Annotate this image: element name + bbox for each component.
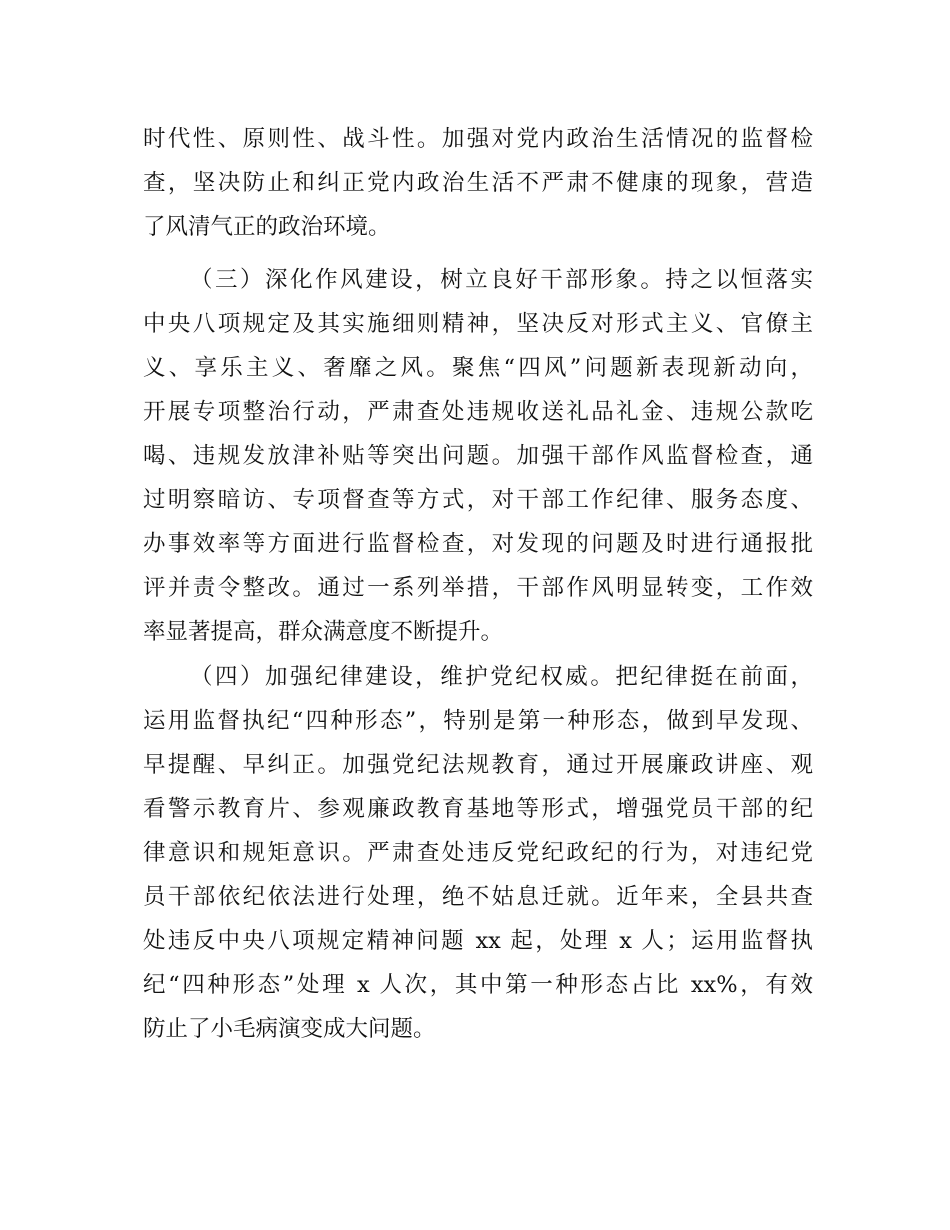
text-line: 评并责令整改。通过一系列举措，干部作风明显转变，工作效: [143, 575, 813, 601]
text-line: 看警示教育片、参观廉政教育基地等形式，增强党员干部的纪: [143, 796, 813, 822]
text-line: 过明察暗访、专项督查等方式，对干部工作纪律、服务态度、: [143, 487, 813, 513]
text-line: 了风清气正的政治环境。: [143, 214, 391, 240]
text-line: 中央八项规定及其实施细则精神，坚决反对形式主义、官僚主: [143, 311, 813, 337]
text-line: 纪“四种形态”处理 x 人次，其中第一种形态占比 xx%，有效: [143, 972, 813, 998]
text-line: 喝、违规发放津补贴等突出问题。加强干部作风监督检查，通: [143, 443, 813, 469]
text-line: 防止了小毛病演变成大问题。: [143, 1016, 436, 1042]
text-line: 开展专项整治行动，严肃查处违规收送礼品礼金、违规公款吃: [143, 399, 813, 425]
text-line: 查，坚决防止和纠正党内政治生活不严肃不健康的现象，营造: [143, 170, 813, 196]
text-line: 率显著提高，群众满意度不断提升。: [143, 619, 504, 645]
text-line: 运用监督执纪“四种形态”，特别是第一种形态，做到早发现、: [143, 708, 813, 734]
text-line: 时代性、原则性、战斗性。加强对党内政治生活情况的监督检: [143, 126, 813, 152]
text-line: 早提醒、早纠正。加强党纪法规教育，通过开展廉政讲座、观: [143, 752, 813, 778]
text-line: （四）加强纪律建设，维护党纪权威。把纪律挺在前面，: [190, 664, 813, 690]
text-line: 办事效率等方面进行监督检查，对发现的问题及时进行通报批: [143, 531, 813, 557]
text-line: 义、享乐主义、奢靡之风。聚焦“四风”问题新表现新动向，: [143, 355, 813, 381]
text-line: （三）深化作风建设，树立良好干部形象。持之以恒落实: [190, 267, 813, 293]
text-line: 律意识和规矩意识。严肃查处违反党纪政纪的行为，对违纪党: [143, 840, 813, 866]
text-line: 处违反中央八项规定精神问题 xx 起，处理 x 人；运用监督执: [143, 928, 813, 954]
text-line: 员干部依纪依法进行处理，绝不姑息迁就。近年来，全县共查: [143, 884, 813, 910]
